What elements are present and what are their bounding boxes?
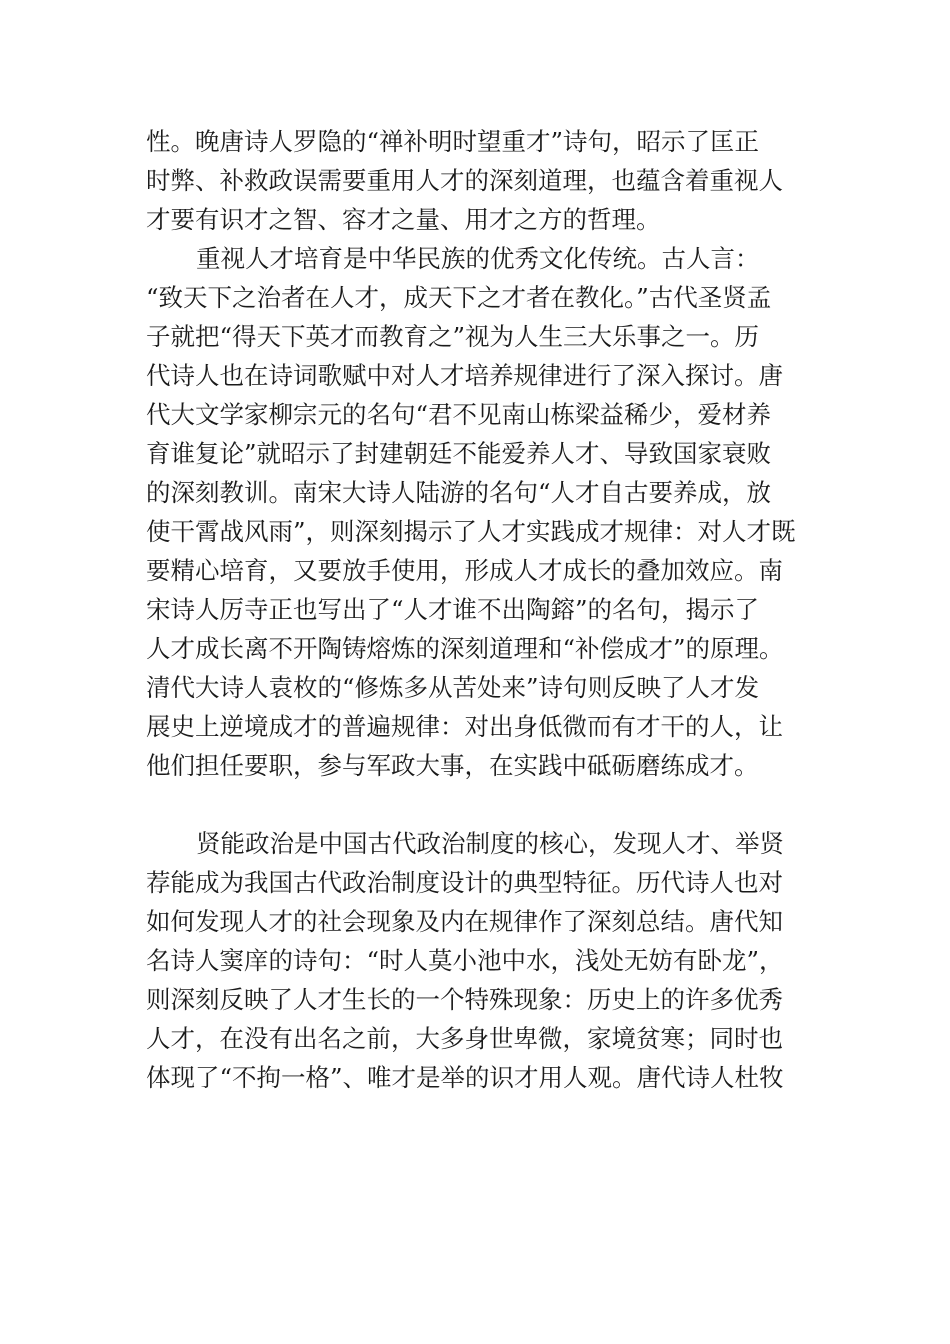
text-line: 他们担任要职，参与军政大事，在实践中砥砺磨练成才。 [146,751,759,780]
text-line: 才要有识才之智、容才之量、用才之方的哲理。 [146,205,661,234]
text-line: 代大文学家柳宗元的名句“君不见南山栋梁益稀少，爱材养 [146,400,772,429]
text-line: 人才成长离不开陶铸熔炼的深刻道理和“补偿成才”的原理。 [146,634,784,663]
paragraph-2 [146,239,836,824]
text-line: 宋诗人厉寺正也写出了“人才谁不出陶鎔”的名句，揭示了 [146,595,760,624]
text-line: 代诗人也在诗词歌赋中对人才培养规律进行了深入探讨。唐 [146,361,783,390]
text-line [146,785,836,824]
text-line: 育谁复论”就昭示了封建朝廷不能爱养人才、导致国家衰败 [146,439,772,468]
text-line: 体现了“不拘一格”、唯才是举的识才用人观。唐代诗人杜牧 [146,1063,784,1092]
text-line: 展史上逆境成才的普遍规律：对出身低微而有才干的人，让 [146,712,783,741]
text-line: “致天下之治者在人才，成天下之才者在教化。”古代圣贤孟 [146,283,772,312]
text-line: 重视人才培育是中华民族的优秀文化传统。古人言： [196,244,760,273]
text-line: 性。晚唐诗人罗隐的“禅补明时望重才”诗句，昭示了匡正 [146,127,760,156]
text-line: 的深刻教训。南宋大诗人陆游的名句“人才自古要养成，放 [146,478,772,507]
body-text [146,122,836,1097]
text-line: 如何发现人才的社会现象及内在规律作了深刻总结。唐代知 [146,907,783,936]
text-line: 名诗人窦庠的诗句：“时人莫小池中水，浅处无妨有卧龙”， [146,946,784,975]
text-line: 则深刻反映了人才生长的一个特殊现象：历史上的许多优秀 [146,985,783,1014]
text-line: 使干霄战风雨”，则深刻揭示了人才实践成才规律：对人才既 [146,517,796,546]
text-line: 要精心培育，又要放手使用，形成人才成长的叠加效应。南 [146,556,783,585]
text-line: 时弊、补救政误需要重用人才的深刻道理，也蕴含着重视人 [146,166,783,195]
text-line: 子就把“得天下英才而教育之”视为人生三大乐事之一。历 [146,322,760,351]
text-line: 清代大诗人袁枚的“修炼多从苦处来”诗句则反映了人才发 [146,673,760,702]
text-line: 荐能成为我国古代政治制度设计的典型特征。历代诗人也对 [146,868,783,897]
text-line: 贤能政治是中国古代政治制度的核心，发现人才、举贤 [196,829,784,858]
paragraph-1 [146,122,836,239]
text-line: 人才，在没有出名之前，大多身世卑微，家境贫寒；同时也 [146,1024,783,1053]
paragraph-3 [146,824,836,1097]
